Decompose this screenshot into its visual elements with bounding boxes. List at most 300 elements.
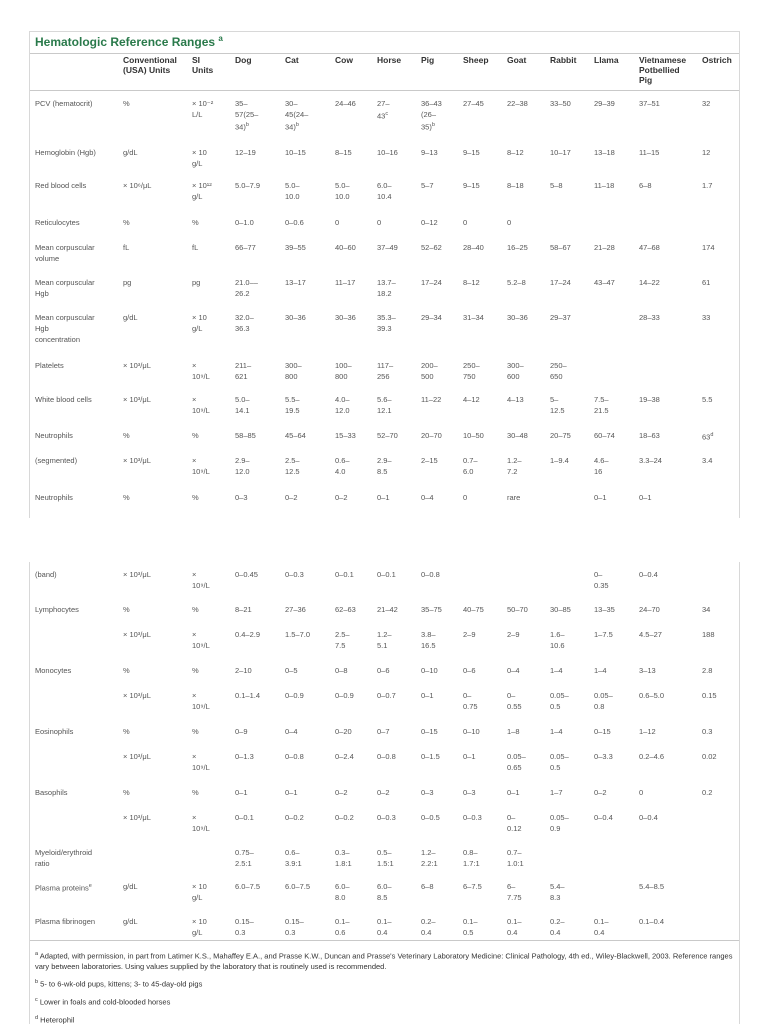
cell-rabbit: 1–7 <box>550 788 563 797</box>
cell-vpp: 0–1 <box>639 493 652 502</box>
cell-rabbit: 5–8 <box>550 181 563 190</box>
cell-vpp: 3.3–24 <box>639 456 662 465</box>
cell-cow: 30–36 <box>335 313 356 322</box>
cell-vpp: 28–33 <box>639 313 660 322</box>
cell-cow: 4.0– 12.0 <box>335 395 350 415</box>
cell-conv: g/dL <box>123 148 138 157</box>
cell-rabbit: 1–9.4 <box>550 456 569 465</box>
cell-dog: 0.4–2.9 <box>235 630 261 639</box>
cell-cat: 39–55 <box>285 243 306 252</box>
cell-horse: 0–0.7 <box>377 691 396 700</box>
cell-horse: 0–2 <box>377 788 390 797</box>
cell-cow: 8–15 <box>335 148 352 157</box>
cell-cat: 300– 800 <box>285 361 302 381</box>
cell-llama: 0– 0.35 <box>594 570 609 590</box>
cell-rabbit: 10–17 <box>550 148 571 157</box>
cell-cow: 0–2.4 <box>335 752 354 761</box>
table-panel-top <box>29 31 740 518</box>
cell-si: × 10 g/L <box>192 917 207 937</box>
footnotes <box>30 940 739 1024</box>
cell-llama: 21–28 <box>594 243 615 252</box>
cell-si: × 10⁹/L <box>192 395 210 415</box>
cell-sheep: 27–45 <box>463 99 484 108</box>
cell-label: (band) <box>35 570 57 579</box>
cell-pig: 17–24 <box>421 278 442 287</box>
cell-pig: 0–12 <box>421 218 438 227</box>
cell-horse: 5.6– 12.1 <box>377 395 392 415</box>
cell-goat: 2–9 <box>507 630 520 639</box>
cell-cat: 0–1 <box>285 788 298 797</box>
cell-cat: 1.5–7.0 <box>285 630 311 639</box>
cell-llama: 0–2 <box>594 788 607 797</box>
cell-horse: 6.0– 10.4 <box>377 181 392 201</box>
cell-llama: 0–15 <box>594 727 611 736</box>
cell-horse: 13.7– 18.2 <box>377 278 396 298</box>
cell-conv: % <box>123 605 130 614</box>
cell-si: pg <box>192 278 201 287</box>
cell-sheep: 0.1– 0.5 <box>463 917 478 937</box>
cell-cow: 0–2 <box>335 788 348 797</box>
cell-llama: 11–18 <box>594 181 615 190</box>
cell-si: × 10⁹/L <box>192 630 210 650</box>
table-title: Hematologic Reference Ranges $^a$ <box>35 34 223 49</box>
header-cat: Cat <box>285 55 299 65</box>
header-conventional-units: Conventional (USA) Units <box>123 55 177 75</box>
cell-llama: 13–18 <box>594 148 615 157</box>
cell-vpp: 11–15 <box>639 148 660 157</box>
cell-vpp: 6–8 <box>639 181 652 190</box>
cell-goat: 5.2–8 <box>507 278 526 287</box>
cell-label: PCV (hematocrit) <box>35 99 93 108</box>
cell-horse: 0–7 <box>377 727 390 736</box>
footnote-a: $^a$ Adapted, with permission, in part from Latimer K.S., Mahaffey E.A., and Prasse K.W., Duncan and Prasse's Veterinary Laboratory Medicine: Clinical Pathology, 4th ed., Wiley-Blackwell, 2003. Reference ranges vary between laboratories. Using values supplied by the laboratory that is routinely used is recommended. <box>35 951 733 971</box>
cell-sheep: 2–9 <box>463 630 476 639</box>
cell-goat: 0.1– 0.4 <box>507 917 522 937</box>
header-rule-top <box>30 53 739 54</box>
cell-pig: 36–43 (26– 35)$^b$ <box>421 99 442 132</box>
cell-label: Mean corpuscular volume <box>35 243 95 263</box>
cell-conv: × 10³/μL <box>123 813 151 822</box>
cell-cow: 2.5– 7.5 <box>335 630 350 650</box>
cell-dog: 58–85 <box>235 431 256 440</box>
cell-pig: 0–0.5 <box>421 813 440 822</box>
cell-conv: × 10³/μL <box>123 570 151 579</box>
cell-rabbit: 250– 650 <box>550 361 567 381</box>
cell-cat: 10–15 <box>285 148 306 157</box>
cell-vpp: 0 <box>639 788 644 797</box>
cell-goat: 300– 600 <box>507 361 524 381</box>
cell-label: Plasma proteins$^e$ <box>35 883 92 893</box>
cell-si: × 10 g/L <box>192 882 207 902</box>
cell-conv: % <box>123 788 130 797</box>
cell-conv: pg <box>123 278 132 287</box>
cell-sheep: 0 <box>463 218 468 227</box>
cell-llama: 1–4 <box>594 666 607 675</box>
cell-ost: 1.7 <box>702 181 713 190</box>
cell-label: White blood cells <box>35 395 92 404</box>
table-panel-bottom <box>29 562 740 1024</box>
cell-horse: 0.1– 0.4 <box>377 917 392 937</box>
cell-llama: 29–39 <box>594 99 615 108</box>
cell-cat: 6.0–7.5 <box>285 882 311 891</box>
cell-goat: 1.2– 7.2 <box>507 456 522 476</box>
header-cow: Cow <box>335 55 353 65</box>
cell-cat: 30–36 <box>285 313 306 322</box>
cell-llama: 0–1 <box>594 493 607 502</box>
cell-cow: 0–2 <box>335 493 348 502</box>
cell-cat: 5.5– 19.5 <box>285 395 300 415</box>
cell-ost: 3.4 <box>702 456 713 465</box>
cell-ost: 33 <box>702 313 711 322</box>
cell-label: Monocytes <box>35 666 72 675</box>
header-goat: Goat <box>507 55 527 65</box>
cell-sheep: 8–12 <box>463 278 480 287</box>
cell-si: × 10 g/L <box>192 148 207 168</box>
cell-goat: 4–13 <box>507 395 524 404</box>
cell-cow: 0–0.9 <box>335 691 354 700</box>
cell-conv: × 10³/μL <box>123 691 151 700</box>
cell-pig: 5–7 <box>421 181 434 190</box>
cell-pig: 1.2– 2.2:1 <box>421 848 438 868</box>
cell-conv: g/dL <box>123 917 138 926</box>
cell-goat: 0– 0.12 <box>507 813 522 833</box>
cell-cat: 0–4 <box>285 727 298 736</box>
cell-pig: 6–8 <box>421 882 434 891</box>
cell-pig: 0–10 <box>421 666 438 675</box>
cell-conv: % <box>123 666 130 675</box>
cell-horse: 35.3– 39.3 <box>377 313 396 333</box>
cell-sheep: 0–10 <box>463 727 480 736</box>
cell-pig: 0–0.8 <box>421 570 440 579</box>
cell-dog: 0.1–1.4 <box>235 691 261 700</box>
cell-rabbit: 58–67 <box>550 243 571 252</box>
cell-horse: 0.5– 1.5:1 <box>377 848 394 868</box>
cell-cow: 100– 800 <box>335 361 352 381</box>
cell-sheep: 0– 0.75 <box>463 691 478 711</box>
cell-sheep: 0–0.3 <box>463 813 482 822</box>
cell-si: % <box>192 493 199 502</box>
cell-dog: 21.0–– 26.2 <box>235 278 258 298</box>
cell-conv: × 10³/μL <box>123 752 151 761</box>
cell-vpp: 18–63 <box>639 431 660 440</box>
cell-goat: 0.05– 0.65 <box>507 752 526 772</box>
cell-horse: 1.2– 5.1 <box>377 630 392 650</box>
cell-cat: 45–64 <box>285 431 306 440</box>
cell-conv: % <box>123 431 130 440</box>
cell-sheep: 0–6 <box>463 666 476 675</box>
cell-llama: 60–74 <box>594 431 615 440</box>
cell-sheep: 4–12 <box>463 395 480 404</box>
cell-horse: 6.0– 8.5 <box>377 882 392 902</box>
cell-horse: 0–0.8 <box>377 752 396 761</box>
cell-ost: 0.3 <box>702 727 713 736</box>
cell-pig: 0–1.5 <box>421 752 440 761</box>
cell-goat: 22–38 <box>507 99 528 108</box>
cell-rabbit: 1–4 <box>550 666 563 675</box>
cell-llama: 0–3.3 <box>594 752 613 761</box>
cell-horse: 27– 43$^c$ <box>377 99 390 121</box>
cell-vpp: 4.5–27 <box>639 630 662 639</box>
cell-vpp: 0–0.4 <box>639 570 658 579</box>
cell-sheep: 28–40 <box>463 243 484 252</box>
cell-cat: 0–0.2 <box>285 813 304 822</box>
cell-cow: 15–33 <box>335 431 356 440</box>
cell-rabbit: 20–75 <box>550 431 571 440</box>
cell-horse: 37–49 <box>377 243 398 252</box>
cell-conv: % <box>123 493 130 502</box>
cell-vpp: 47–68 <box>639 243 660 252</box>
cell-label: Hemoglobin (Hgb) <box>35 148 96 157</box>
cell-cow: 0–0.1 <box>335 570 354 579</box>
cell-conv: × 10³/μL <box>123 456 151 465</box>
cell-dog: 0–1 <box>235 788 248 797</box>
cell-dog: 211– 621 <box>235 361 252 381</box>
cell-dog: 5.0–7.9 <box>235 181 261 190</box>
cell-horse: 52–70 <box>377 431 398 440</box>
cell-label: Basophils <box>35 788 68 797</box>
cell-vpp: 0.2–4.6 <box>639 752 665 761</box>
cell-label: Mean corpuscular Hgb concentration <box>35 313 95 344</box>
cell-goat: 0–4 <box>507 666 520 675</box>
cell-ost: 0.02 <box>702 752 717 761</box>
cell-cow: 24–46 <box>335 99 356 108</box>
cell-rabbit: 5.4– 8.3 <box>550 882 565 902</box>
cell-rabbit: 17–24 <box>550 278 571 287</box>
cell-label: Plasma fibrinogen <box>35 917 96 926</box>
cell-sheep: 0 <box>463 493 468 502</box>
cell-pig: 35–75 <box>421 605 442 614</box>
cell-sheep: 9–15 <box>463 148 480 157</box>
cell-sheep: 0–1 <box>463 752 476 761</box>
cell-dog: 0–1.3 <box>235 752 254 761</box>
cell-conv: % <box>123 99 130 108</box>
cell-sheep: 31–34 <box>463 313 484 322</box>
cell-ost: 12 <box>702 148 711 157</box>
cell-pig: 9–13 <box>421 148 438 157</box>
header-llama: Llama <box>594 55 619 65</box>
cell-vpp: 1–12 <box>639 727 656 736</box>
cell-rabbit: 1–4 <box>550 727 563 736</box>
cell-vpp: 0.1–0.4 <box>639 917 665 926</box>
cell-conv: × 10³/μL <box>123 630 151 639</box>
cell-label: Reticulocytes <box>35 218 80 227</box>
cell-cow: 0.6– 4.0 <box>335 456 350 476</box>
cell-dog: 5.0– 14.1 <box>235 395 250 415</box>
cell-cow: 0–0.2 <box>335 813 354 822</box>
cell-goat: 30–36 <box>507 313 528 322</box>
cell-dog: 0–3 <box>235 493 248 502</box>
cell-ost: 5.5 <box>702 395 713 404</box>
cell-pig: 0.2– 0.4 <box>421 917 436 937</box>
cell-label: Mean corpuscular Hgb <box>35 278 95 298</box>
cell-sheep: 250– 750 <box>463 361 480 381</box>
header-dog: Dog <box>235 55 252 65</box>
cell-cat: 0–0.6 <box>285 218 304 227</box>
header-sheep: Sheep <box>463 55 489 65</box>
cell-dog: 12–19 <box>235 148 256 157</box>
cell-sheep: 40–75 <box>463 605 484 614</box>
cell-label: Myeloid/erythroid ratio <box>35 848 93 868</box>
cell-horse: 117– 256 <box>377 361 394 381</box>
cell-ost: 34 <box>702 605 711 614</box>
cell-rabbit: 0.05– 0.9 <box>550 813 569 833</box>
cell-sheep: 6–7.5 <box>463 882 482 891</box>
cell-sheep: 0.7– 6.0 <box>463 456 478 476</box>
cell-vpp: 37–51 <box>639 99 660 108</box>
cell-si: × 10⁹/L <box>192 691 210 711</box>
cell-si: × 10⁹/L <box>192 570 210 590</box>
cell-goat: 8–18 <box>507 181 524 190</box>
header-rabbit: Rabbit <box>550 55 577 65</box>
cell-cat: 13–17 <box>285 278 306 287</box>
cell-llama: 0.05– 0.8 <box>594 691 613 711</box>
cell-si: % <box>192 605 199 614</box>
cell-label: Lymphocytes <box>35 605 79 614</box>
cell-vpp: 0–0.4 <box>639 813 658 822</box>
cell-dog: 0–9 <box>235 727 248 736</box>
cell-dog: 6.0–7.5 <box>235 882 261 891</box>
cell-llama: 43–47 <box>594 278 615 287</box>
cell-llama: 4.6– 16 <box>594 456 609 476</box>
cell-cow: 0–8 <box>335 666 348 675</box>
footnote-d: $^d$ Heterophil <box>35 1015 75 1024</box>
cell-si: fL <box>192 243 199 252</box>
cell-cow: 5.0– 10.0 <box>335 181 350 201</box>
cell-si: × 10 g/L <box>192 313 207 333</box>
cell-rabbit: 0.05– 0.5 <box>550 691 569 711</box>
header-vietnamese-potbellied-pig: Vietnamese Potbellied Pig <box>639 55 687 85</box>
cell-vpp: 19–38 <box>639 395 660 404</box>
cell-llama: 13–35 <box>594 605 615 614</box>
cell-conv: × 10³/μL <box>123 361 151 370</box>
cell-cat: 5.0– 10.0 <box>285 181 300 201</box>
cell-dog: 0–0.45 <box>235 570 258 579</box>
cell-conv: g/dL <box>123 313 138 322</box>
cell-dog: 0–1.0 <box>235 218 254 227</box>
cell-ost: 63$^d$ <box>702 432 714 442</box>
cell-conv: fL <box>123 243 130 252</box>
header-pig: Pig <box>421 55 435 65</box>
cell-horse: 0–0.1 <box>377 570 396 579</box>
cell-ost: 174 <box>702 243 715 252</box>
cell-pig: 200– 500 <box>421 361 438 381</box>
cell-cow: 40–60 <box>335 243 356 252</box>
cell-pig: 0–3 <box>421 788 434 797</box>
cell-goat: 0 <box>507 218 512 227</box>
cell-goat: 0– 0.55 <box>507 691 522 711</box>
cell-ost: 188 <box>702 630 715 639</box>
cell-si: % <box>192 666 199 675</box>
cell-si: % <box>192 218 199 227</box>
cell-conv: × 10³/μL <box>123 395 151 404</box>
cell-cow: 0 <box>335 218 340 227</box>
cell-llama: 0.1– 0.4 <box>594 917 609 937</box>
cell-label: Eosinophils <box>35 727 74 736</box>
cell-ost: 0.15 <box>702 691 717 700</box>
cell-rabbit: 30–85 <box>550 605 571 614</box>
cell-pig: 11–22 <box>421 395 442 404</box>
cell-label: Red blood cells <box>35 181 87 190</box>
cell-si: × 10⁹/L <box>192 752 210 772</box>
cell-dog: 0.15– 0.3 <box>235 917 254 937</box>
cell-dog: 66–77 <box>235 243 256 252</box>
cell-cat: 0–2 <box>285 493 298 502</box>
cell-conv: × 10⁶/μL <box>123 181 152 190</box>
cell-llama: 0–0.4 <box>594 813 613 822</box>
cell-pig: 3.8– 16.5 <box>421 630 436 650</box>
cell-horse: 0–0.3 <box>377 813 396 822</box>
cell-ost: 32 <box>702 99 711 108</box>
cell-ost: 2.8 <box>702 666 713 675</box>
cell-vpp: 0.6–5.0 <box>639 691 665 700</box>
cell-si: × 10⁹/L <box>192 456 210 476</box>
cell-cat: 0.6– 3.9:1 <box>285 848 302 868</box>
cell-label: Neutrophils <box>35 493 73 502</box>
cell-vpp: 24–70 <box>639 605 660 614</box>
cell-si: × 10⁹/L <box>192 813 210 833</box>
cell-sheep: 0.8– 1.7:1 <box>463 848 480 868</box>
footnote-b: $^b$ 5- to 6-wk-old pups, kittens; 3- to 45-day-old pigs <box>35 979 203 989</box>
cell-ost: 0.2 <box>702 788 713 797</box>
cell-dog: 2–10 <box>235 666 252 675</box>
cell-rabbit: 29–37 <box>550 313 571 322</box>
cell-rabbit: 0.05– 0.5 <box>550 752 569 772</box>
cell-cat: 0.15– 0.3 <box>285 917 304 937</box>
cell-dog: 0.75– 2.5:1 <box>235 848 254 868</box>
cell-label: Neutrophils <box>35 431 73 440</box>
cell-cat: 0–0.9 <box>285 691 304 700</box>
cell-dog: 8–21 <box>235 605 252 614</box>
cell-ost: 61 <box>702 278 711 287</box>
cell-rabbit: 33–50 <box>550 99 571 108</box>
cell-llama: 7.5– 21.5 <box>594 395 609 415</box>
cell-si: × 10¹² g/L <box>192 181 212 201</box>
footnote-c: $^c$ Lower in foals and cold-blooded horses <box>35 997 171 1007</box>
cell-goat: 0–1 <box>507 788 520 797</box>
cell-cat: 0–0.8 <box>285 752 304 761</box>
cell-si: % <box>192 788 199 797</box>
cell-dog: 32.0– 36.3 <box>235 313 254 333</box>
cell-rabbit: 5– 12.5 <box>550 395 565 415</box>
cell-pig: 20–70 <box>421 431 442 440</box>
cell-goat: 1–8 <box>507 727 520 736</box>
cell-dog: 35– 57(25– 34)$^b$ <box>235 99 259 132</box>
cell-sheep: 10–50 <box>463 431 484 440</box>
cell-cow: 0–20 <box>335 727 352 736</box>
cell-goat: 0.7– 1.0:1 <box>507 848 524 868</box>
cell-cow: 0.3– 1.8:1 <box>335 848 352 868</box>
cell-si: × 10⁹/L <box>192 361 210 381</box>
cell-label: (segmented) <box>35 456 78 465</box>
cell-conv: % <box>123 727 130 736</box>
cell-cat: 0–5 <box>285 666 298 675</box>
cell-pig: 29–34 <box>421 313 442 322</box>
cell-pig: 2–15 <box>421 456 438 465</box>
header-ostrich: Ostrich <box>702 55 732 65</box>
cell-label: Platelets <box>35 361 64 370</box>
cell-goat: rare <box>507 493 521 502</box>
cell-pig: 0–4 <box>421 493 434 502</box>
cell-llama: 1–7.5 <box>594 630 613 639</box>
cell-vpp: 5.4–8.5 <box>639 882 665 891</box>
header-si-units: SI Units <box>192 55 214 75</box>
cell-cat: 27–36 <box>285 605 306 614</box>
header-horse: Horse <box>377 55 402 65</box>
cell-rabbit: 0.2– 0.4 <box>550 917 565 937</box>
header-rule-bottom <box>30 90 739 91</box>
cell-cow: 62–63 <box>335 605 356 614</box>
cell-cat: 0–0.3 <box>285 570 304 579</box>
